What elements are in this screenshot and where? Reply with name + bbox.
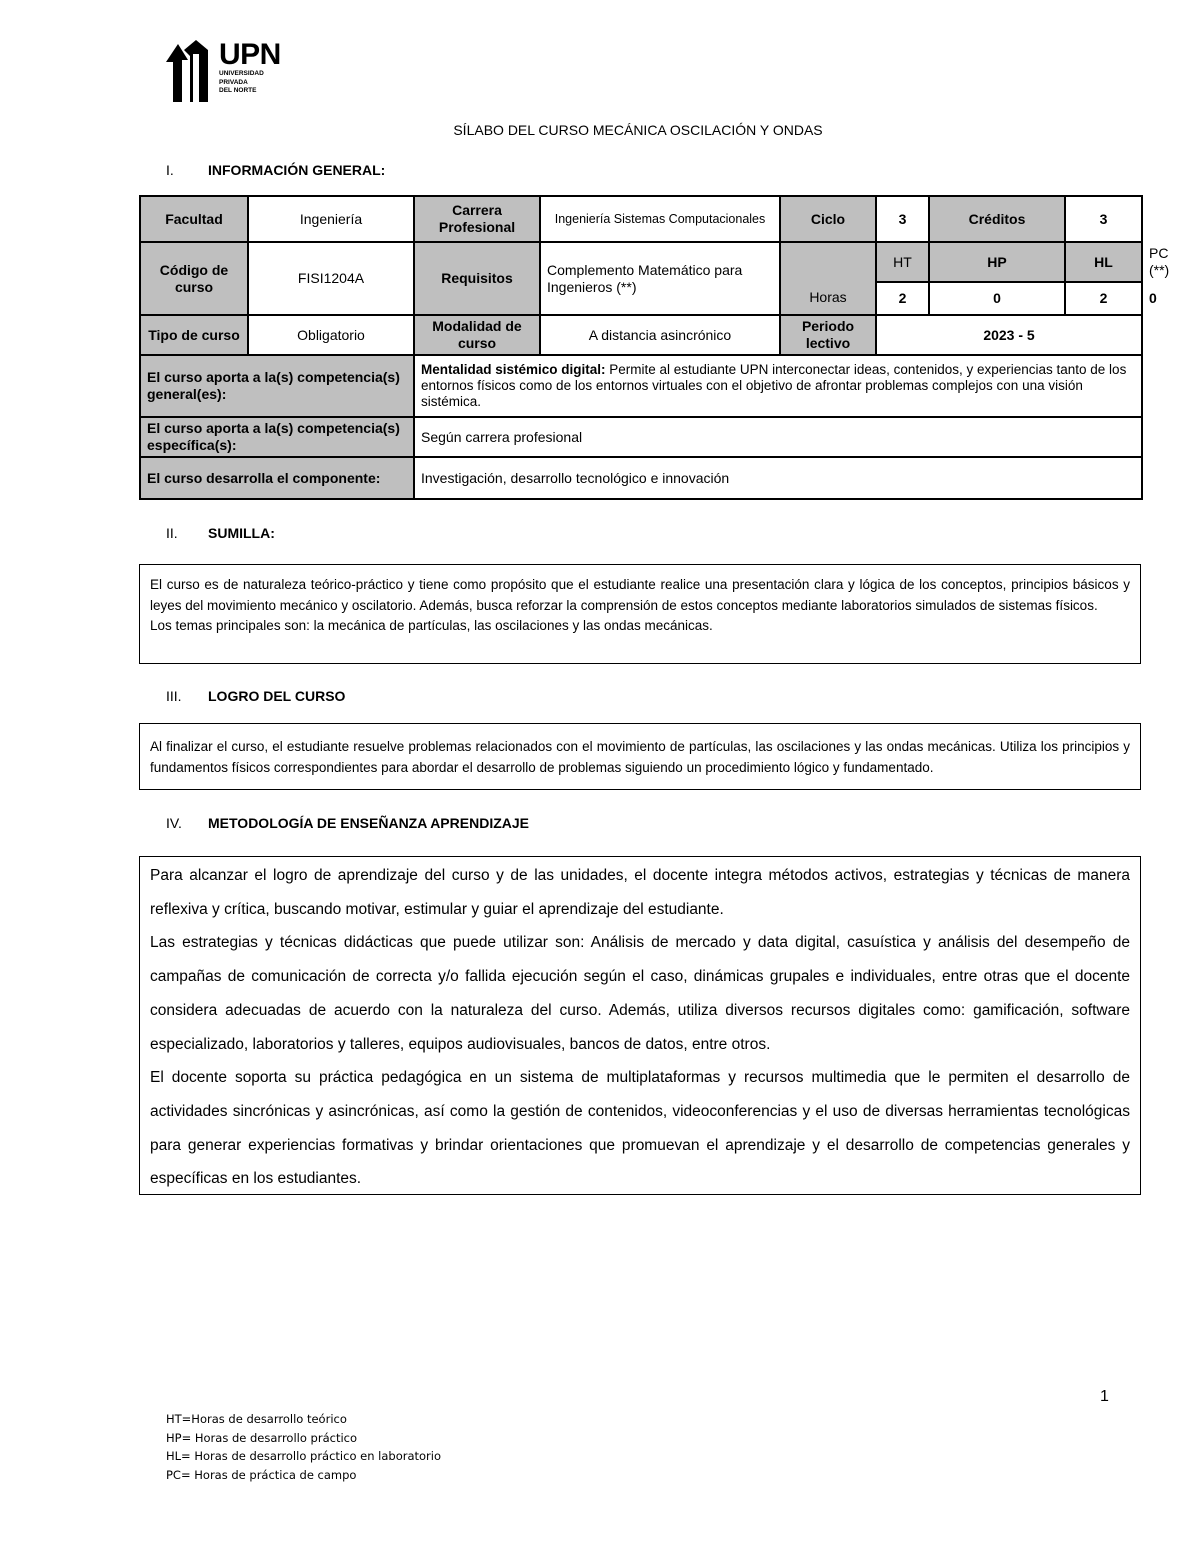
- tipo-value: Obligatorio: [248, 315, 414, 355]
- upn-logo: [219, 40, 281, 96]
- page-number: 1: [1100, 1388, 1109, 1405]
- componente-label: El curso desarrolla el componente:: [140, 457, 414, 499]
- carrera-label: Carrera Profesional: [414, 196, 540, 242]
- competencia-general-value: [414, 355, 1142, 417]
- sumilla-paragraph: Los temas principales son: la mecánica de partículas, las oscilaciones y las ondas mecánicas.: [150, 618, 713, 633]
- sumilla-paragraph: El curso es de naturaleza teórico-práctico y tiene como propósito que el estudiante realice una presentación clara y lógica de los conceptos, principios básicos y leyes del movimiento mecánico y oscilatorio. Además, busca reforzar la comprensión de estos conceptos mediante laboratorios simulados de sistemas físicos.: [150, 577, 1130, 613]
- info-general-table: Facultad Ingeniería Carrera Profesional Ingeniería Sistemas Computacionales Ciclo 3 Créditos 3 Código de curso FISI1204A Requisitos Complemento Matemático para Ingenieros (**) Horas HT HP HL PC (**) 2 0 2 0 Tipo de curso Obligatorio Modalidad de curso A distancia asincrónico Periodo lectivo 2023 - 5 El curso aporta a la(s) competencia(s) general(es): Mentalidad sistémico digital: Permite al estudiante UPN interconectar ideas, contenidos, y experiencias tanto de los entornos físicos como de los entornos virtuales con el objetivo de afrontar problemas complejos con una visión sistémica. El curso aporta a la(s) competencia(s) específica(s): Según carrera profesional El curso desarrolla el componente: Investigación, desarrollo tecnológico e innovación: [139, 195, 1143, 500]
- logo-sub-1: UNIVERSIDAD: [219, 70, 264, 77]
- metodologia-paragraph: Las estrategias y técnicas didácticas que puede utilizar son: Análisis de mercado y data digital, casuística y análisis del desempeño de campañas de comunicación de correcta y/o fallida ejecución según el caso, dinámicas grupales e individuales, entre otras que el docente considera adecuadas de acuerdo con la naturaleza del curso. Además, utiliza diversos recursos digitales como: gamificación, software especializado, laboratorios y talleres, equipos audiovisuales, bancos de datos, entre otros.: [150, 934, 1130, 1053]
- section-number: II.: [166, 525, 178, 541]
- section-heading-metodologia: [166, 815, 529, 831]
- logro-paragraph: Al finalizar el curso, el estudiante resuelve problemas relacionados con el movimiento de partículas, las oscilaciones y las ondas mecánicas. Utiliza los principios y fundamentos físicos correspondientes para abordar el desarrollo de problemas siguiendo un procedimiento lógico y fundamentado.: [150, 739, 1130, 775]
- hp-value: 0: [929, 282, 1065, 315]
- metodologia-box: [139, 856, 1141, 1195]
- section-number: III.: [166, 688, 182, 704]
- codigo-label: Código de curso: [140, 242, 248, 315]
- codigo-value: FISI1204A: [248, 242, 414, 315]
- footnote: HT=Horas de desarrollo teórico: [166, 1412, 347, 1426]
- document-title: SÍLABO DEL CURSO MECÁNICA OSCILACIÓN Y ONDAS: [453, 122, 823, 138]
- footnote: HP= Horas de desarrollo práctico: [166, 1430, 358, 1445]
- metodologia-paragraph: Para alcanzar el logro de aprendizaje del curso y de las unidades, el docente integra métodos activos, estrategias y técnicas de manera reflexiva y crítica, buscando motivar, estimular y guiar el aprendizaje del estudiante.: [150, 867, 1130, 918]
- footnote: PC= Horas de práctica de campo: [166, 1467, 357, 1482]
- section-label: INFORMACIÓN GENERAL:: [208, 162, 386, 178]
- modalidad-value: A distancia asincrónico: [540, 315, 780, 355]
- section-heading-logro: [166, 688, 345, 704]
- carrera-value: Ingeniería Sistemas Computacionales: [540, 196, 780, 242]
- facultad-value: Ingeniería: [248, 196, 414, 242]
- ht-value: 2: [876, 282, 929, 315]
- competencia-general-title: Mentalidad sistémico digital:: [421, 362, 606, 377]
- sumilla-box: [139, 564, 1141, 664]
- section-label: LOGRO DEL CURSO: [208, 688, 346, 704]
- metodologia-paragraph: El docente soporta su práctica pedagógica en un sistema de multiplataformas y recursos multimedia que le permiten el desarrollo de actividades sincrónicas y asincrónicas, así como la gestión de contenidos, videoconferencias y el uso de diversas herramientas tecnológicas para generar experiencias formativas y brindar orientaciones que promuevan el aprendizaje y el desarrollo de competencias generales y específicas en los estudiantes.: [150, 1069, 1130, 1188]
- hp-label: HP: [929, 242, 1065, 282]
- competencia-general-label: El curso aporta a la(s) competencia(s) general(es):: [140, 355, 414, 417]
- requisitos-label: Requisitos: [414, 242, 540, 315]
- hl-value: 2: [1065, 282, 1142, 315]
- periodo-label: Periodo lectivo: [780, 315, 876, 355]
- creditos-value: 3: [1065, 196, 1142, 242]
- section-heading-info-general: [166, 162, 385, 178]
- ht-label: HT: [876, 242, 929, 282]
- competencia-especifica-value: Según carrera profesional: [414, 417, 1142, 457]
- logo-sub-3: DEL NORTE: [219, 87, 257, 94]
- facultad-label: Facultad: [140, 196, 248, 242]
- logo-sub-2: PRIVADA: [219, 78, 248, 86]
- section-label: METODOLOGÍA DE ENSEÑANZA APRENDIZAJE: [208, 815, 529, 831]
- creditos-label: Créditos: [929, 196, 1065, 242]
- competencia-especifica-label: El curso aporta a la(s) competencia(s) específica(s):: [140, 417, 414, 457]
- requisitos-value: Complemento Matemático para Ingenieros (**): [540, 242, 780, 315]
- hl-label: HL: [1065, 242, 1142, 282]
- section-heading-sumilla: [166, 525, 275, 541]
- componente-value: Investigación, desarrollo tecnológico e innovación: [414, 457, 1142, 499]
- logo-brand: UPN: [219, 38, 281, 71]
- section-number: IV.: [166, 815, 182, 831]
- ciclo-label: Ciclo: [780, 196, 876, 242]
- tipo-label: Tipo de curso: [140, 315, 248, 355]
- ciclo-value: 3: [876, 196, 929, 242]
- footnotes: [166, 1410, 441, 1484]
- modalidad-label: Modalidad de curso: [414, 315, 540, 355]
- footnote: HL= Horas de desarrollo práctico en laboratorio: [166, 1449, 442, 1463]
- logro-box: [139, 723, 1141, 790]
- periodo-value: 2023 - 5: [876, 315, 1142, 355]
- horas-label: Horas: [780, 242, 876, 315]
- competencia-general-text: Permite al estudiante UPN interconectar ideas, contenidos, y experiencias tanto de los entornos físicos como de los entornos virtuales con el objetivo de afrontar problemas complejos con una visión sistémica.: [421, 362, 1127, 409]
- section-label: SUMILLA:: [208, 525, 275, 541]
- section-number: I.: [166, 162, 174, 178]
